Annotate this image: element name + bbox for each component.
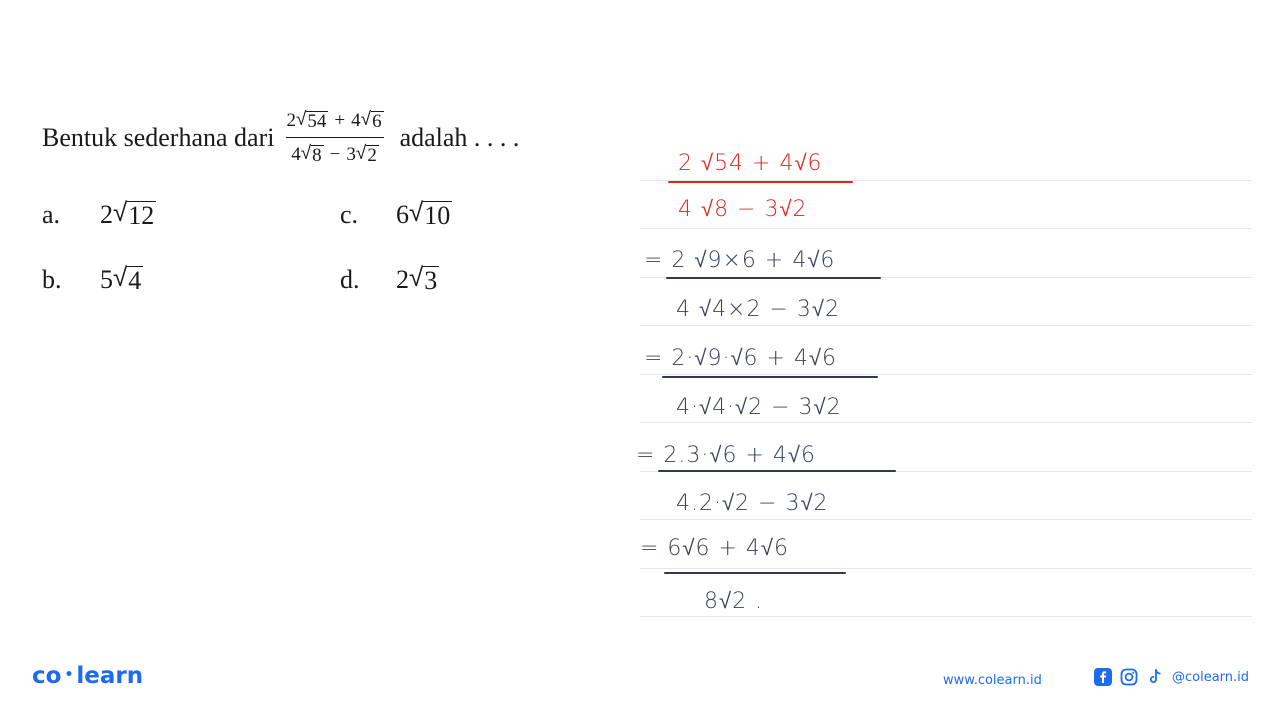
fraction-denominator: 4 √ 8 − 3 √ 2 [291, 141, 377, 166]
radical-sign: √ [113, 262, 128, 293]
option-c: c. [340, 200, 359, 229]
work-step1-bar [668, 181, 853, 183]
work-step3-denominator: 4·√4·√2 − 3√2 [676, 395, 842, 420]
tiktok-icon[interactable] [1146, 668, 1164, 686]
radical-sign: √ [409, 262, 424, 293]
instagram-icon[interactable] [1120, 668, 1138, 686]
work-step5-numerator: = 6√6 + 4√6 [640, 536, 789, 561]
question-tail: adalah . . . . [399, 123, 520, 153]
ruled-line [640, 325, 1252, 326]
question-fraction [286, 107, 383, 166]
option-d: d. [340, 265, 360, 294]
ruled-line [640, 374, 1252, 375]
colearn-logo: co • learn [32, 663, 144, 689]
option-a: a. [42, 200, 61, 229]
radical-sign: √ [360, 107, 372, 130]
question-lead: Bentuk sederhana dari [42, 123, 275, 153]
fraction-numerator: 2 √ 54 + 4 √ 6 [286, 107, 382, 132]
radical-sign: √ [355, 141, 367, 164]
work-step1-denominator: 4 √8 − 3√2 [678, 197, 808, 222]
radical-sign: √ [409, 197, 424, 228]
ruled-line [640, 519, 1252, 520]
work-step2-bar [666, 277, 881, 279]
ruled-line [640, 616, 1252, 617]
radical-sign: √ [300, 141, 312, 164]
work-step1-numerator: 2 √54 + 4√6 [678, 151, 823, 176]
work-step3-numerator: = 2·√9·√6 + 4√6 [644, 346, 838, 371]
fraction-bar [286, 137, 383, 138]
ruled-line [640, 568, 1252, 569]
work-step3-bar [662, 376, 878, 378]
option-d-value: 2 √ 3 [396, 262, 438, 295]
work-step5-bar [664, 572, 846, 574]
work-step2-numerator: = 2 √9×6 + 4√6 [644, 248, 836, 273]
work-step4-numerator: = 2.3·√6 + 4√6 [636, 443, 816, 468]
ruled-line [640, 228, 1252, 229]
website-link[interactable]: www.colearn.id [943, 673, 1042, 688]
option-b: b. [42, 265, 62, 294]
facebook-icon[interactable] [1094, 668, 1112, 686]
work-step4-denominator: 4.2·√2 − 3√2 [676, 491, 829, 516]
social-links [1094, 668, 1249, 686]
option-a-value: 2 √ 12 [100, 197, 155, 230]
social-handle[interactable]: @colearn.id [1172, 669, 1250, 685]
work-step5-denominator: 8√2 . [704, 589, 764, 614]
work-step4-bar [658, 470, 896, 472]
option-c-value: 6 √ 10 [396, 197, 451, 230]
radical-sign: √ [113, 197, 128, 228]
option-b-value: 5 √ 4 [100, 262, 142, 295]
work-step2-denominator: 4 √4×2 − 3√2 [676, 297, 840, 322]
ruled-line [640, 422, 1252, 423]
question [42, 107, 520, 166]
radical-sign: √ [295, 107, 307, 130]
